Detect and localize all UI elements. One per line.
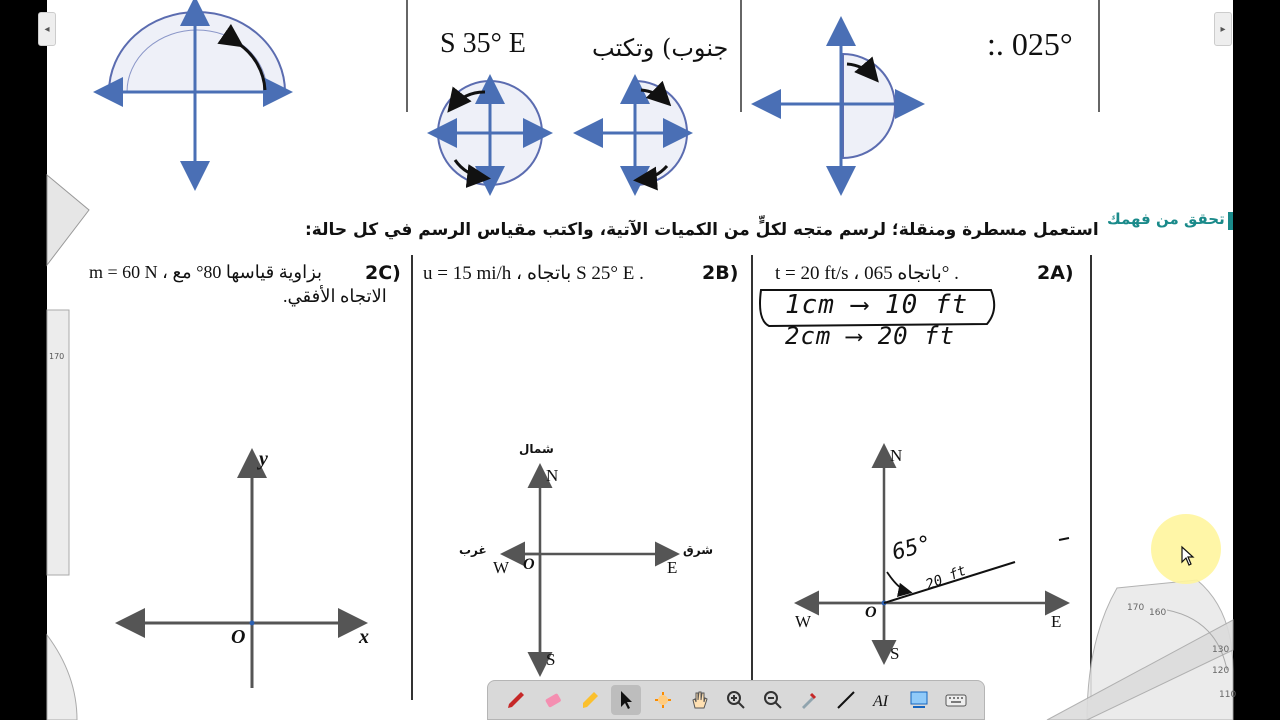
- problem-2a-text: t = 20 ft/s ، باتجاه 065° .: [775, 263, 959, 284]
- check-marker: [1228, 212, 1233, 230]
- annotation-toolbar: [487, 680, 985, 720]
- protractor-tick-130: 130: [1212, 645, 1230, 655]
- protractor-tick-160: 160: [1149, 608, 1167, 618]
- eraser-icon[interactable]: [538, 685, 568, 715]
- handwritten-vector-label: 20 ft: [923, 562, 969, 594]
- axis-x-label: x: [359, 626, 369, 648]
- axis-2b-west-ar: غرب: [459, 543, 487, 557]
- zoom-in-icon[interactable]: [721, 685, 751, 715]
- check-understanding-label: تحقق من فهمك: [1107, 210, 1225, 228]
- axes-2c: [107, 440, 387, 690]
- instruction-text: استعمل مسطرة ومنقلة؛ لرسم متجه لكلٍّ من الكميات الآتية، واكتب مقياس الرسم في كل حالة:: [305, 220, 1099, 240]
- axis-2b-o: O: [523, 556, 535, 573]
- axis-2b-s: S: [546, 650, 556, 669]
- screenshot-icon[interactable]: [904, 685, 934, 715]
- protractor-tick-110: 110: [1219, 690, 1237, 700]
- top-label-025: :. 025°: [987, 26, 1073, 62]
- problem-2c-id: 2C): [365, 262, 401, 284]
- top-text-south: جنوب) وتكتب: [592, 34, 729, 62]
- right-protractor-overlay: [1047, 580, 1233, 720]
- axis-2a-n: N: [890, 446, 903, 465]
- axis-2b-east-ar: شرق: [683, 543, 713, 557]
- handwritten-angle: 65°: [889, 531, 935, 566]
- highlighter-icon[interactable]: [575, 685, 605, 715]
- zoom-out-icon[interactable]: [758, 685, 788, 715]
- svg-text:AI: AI: [873, 693, 889, 710]
- axis-2a-w: W: [795, 612, 812, 631]
- text-icon[interactable]: [867, 685, 897, 715]
- left-protractor-overlay: [47, 165, 92, 720]
- problem-2b-text: u = 15 mi/h ، باتجاه S 25° E .: [423, 263, 644, 284]
- axis-2a-o: O: [865, 604, 877, 621]
- protractor-tick-170: 170: [1127, 603, 1145, 613]
- ruler-tick-170-left: 170: [49, 352, 65, 361]
- problem-2c-text-line2: الاتجاه الأفقي.: [283, 286, 387, 306]
- axis-2a-e: E: [1051, 612, 1062, 631]
- axis-2b-north-ar: شمال: [519, 442, 554, 456]
- axis-2b-w: W: [493, 558, 510, 577]
- problem-2a-id: 2A): [1037, 262, 1074, 284]
- mouse-cursor-icon: [1181, 546, 1195, 566]
- axis-y-label: y: [259, 448, 268, 470]
- line-icon[interactable]: [831, 685, 861, 715]
- hand-icon[interactable]: [684, 685, 714, 715]
- right-side-button[interactable]: ▸: [1214, 12, 1232, 46]
- handwritten-scale-line2: 2cm ⟶ 20 ft: [785, 322, 955, 350]
- document-page: [47, 0, 1237, 720]
- keyboard-icon[interactable]: [941, 685, 971, 715]
- pen-icon[interactable]: [501, 685, 531, 715]
- axis-2b-e: E: [667, 558, 678, 577]
- column-divider: [411, 255, 413, 700]
- top-label-s35e: S 35° E: [440, 28, 526, 59]
- color-picker-icon[interactable]: [794, 685, 824, 715]
- axis-2a-s: S: [890, 644, 900, 663]
- left-side-button[interactable]: ◂: [38, 12, 56, 46]
- problem-2c-text-line1: m = 60 N ، بزاوية قياسها 80° مع: [89, 262, 323, 282]
- problem-2b-id: 2B): [702, 262, 739, 284]
- handwritten-scale-line1: 1cm ⟶ 10 ft: [785, 290, 969, 320]
- axis-origin-label: O: [231, 626, 246, 648]
- protractor-tick-120: 120: [1212, 666, 1230, 676]
- axis-2b-n: N: [546, 466, 559, 485]
- laser-icon[interactable]: [648, 685, 678, 715]
- pointer-icon[interactable]: [611, 685, 641, 715]
